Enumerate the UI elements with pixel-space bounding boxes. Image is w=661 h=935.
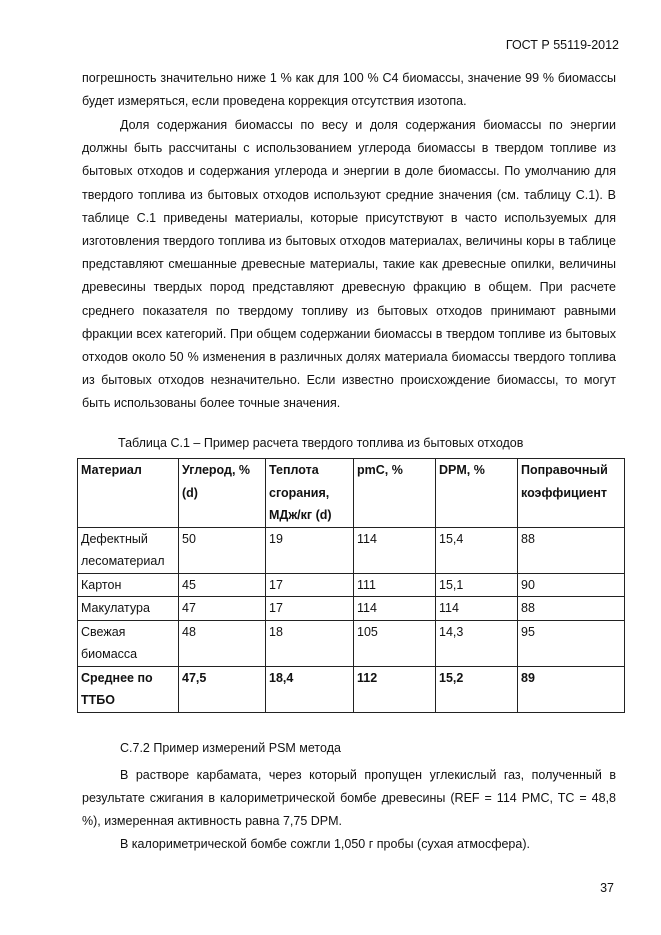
table-cell: 19	[266, 527, 354, 573]
paragraph-biomass-share: Доля содержания биомассы по весу и доля содержания биомассы по энергии должны быть рассчитаны с использованием углерода биомассы в твердом топливе из бытовых отходов и содержания углерода и энергии в доле биомассы. По умолчанию для твердого топлива из бытовых отходов используют средние значения (см. таблицу С.1). В таблице С.1 приведены материалы, которые присутствуют в часто используемых для изготовления твердого топлива из бытовых отходов материалах, величины коры в таблице представляют смешанные древесные материалы, такие как древесные опилки, величины древесины твердых пород представляют древесную фракцию в общем. При расчете среднего показателя по твердому топливу из бытовых отходов принимают равными фракции всех категорий. При общем содержании биомассы в твердом топливе из бытовых отходов около 50 % изменения в различных долях материала биомассы твердого топлива из бытовых отходов незначительно. Если известно происхождение биомассы, то могут быть использованы более точные значения.	[82, 118, 616, 411]
column-header: Материал	[78, 459, 179, 528]
column-header: DPM, %	[436, 459, 518, 528]
table-row-average	[78, 666, 625, 712]
table-cell: 88	[518, 597, 625, 621]
table-cell: 18,4	[266, 666, 354, 712]
column-header: pmC, %	[354, 459, 436, 528]
column-header: Углерод, % (d)	[179, 459, 266, 528]
paragraph-intro: погрешность значительно ниже 1 % как для 100 % C4 биомассы, значение 99 % биомассы будет измеряться, если проведена коррекция отсутствия изотопа.	[82, 71, 616, 109]
table-cell: 90	[518, 573, 625, 597]
table-cell: 15,2	[436, 666, 518, 712]
table-cell: 17	[266, 573, 354, 597]
table-cell: 15,4	[436, 527, 518, 573]
table-cell: 89	[518, 666, 625, 712]
column-header: Теплота сгорания, МДж/кг (d)	[266, 459, 354, 528]
table-cell: 111	[354, 573, 436, 597]
table-cell: Дефектный лесоматериал	[78, 527, 179, 573]
table-header-row	[78, 459, 625, 528]
table-cell: 114	[436, 597, 518, 621]
data-table	[77, 458, 625, 713]
table-cell: 114	[354, 597, 436, 621]
table-cell: 15,1	[436, 573, 518, 597]
table-cell: 47	[179, 597, 266, 621]
table-cell: 105	[354, 620, 436, 666]
table-cell: 50	[179, 527, 266, 573]
table-cell: 45	[179, 573, 266, 597]
table-row	[78, 597, 625, 621]
table-row	[78, 620, 625, 666]
table-cell: 18	[266, 620, 354, 666]
table-cell: 114	[354, 527, 436, 573]
table-cell: 88	[518, 527, 625, 573]
page-number: 37	[600, 881, 614, 895]
table-cell: 17	[266, 597, 354, 621]
table-cell: 95	[518, 620, 625, 666]
table-cell: Свежая биомасса	[78, 620, 179, 666]
table-cell: Макулатура	[78, 597, 179, 621]
table-row	[78, 527, 625, 573]
table-cell: Среднее по ТТБО	[78, 666, 179, 712]
column-header: Поправочный коэффициент	[518, 459, 625, 528]
table-caption: Таблица С.1 – Пример расчета твердого топлива из бытовых отходов	[118, 436, 524, 450]
table-cell: Картон	[78, 573, 179, 597]
paragraph-carbamate: В растворе карбамата, через который пропущен углекислый газ, полученный в результате сжигания в калориметрической бомбе древесины (REF = 114 PMC, TC = 48,8 %), измеренная активность равна 7,75 DPM.	[82, 768, 616, 829]
table-row	[78, 573, 625, 597]
table-cell: 48	[179, 620, 266, 666]
table-cell: 112	[354, 666, 436, 712]
table-cell: 47,5	[179, 666, 266, 712]
paragraph-sample: В калориметрической бомбе сожгли 1,050 г пробы (сухая атмосфера).	[120, 837, 530, 851]
table-cell: 14,3	[436, 620, 518, 666]
document-header-id: ГОСТ Р 55119-2012	[505, 38, 619, 52]
section-heading: С.7.2 Пример измерений PSM метода	[120, 741, 341, 755]
